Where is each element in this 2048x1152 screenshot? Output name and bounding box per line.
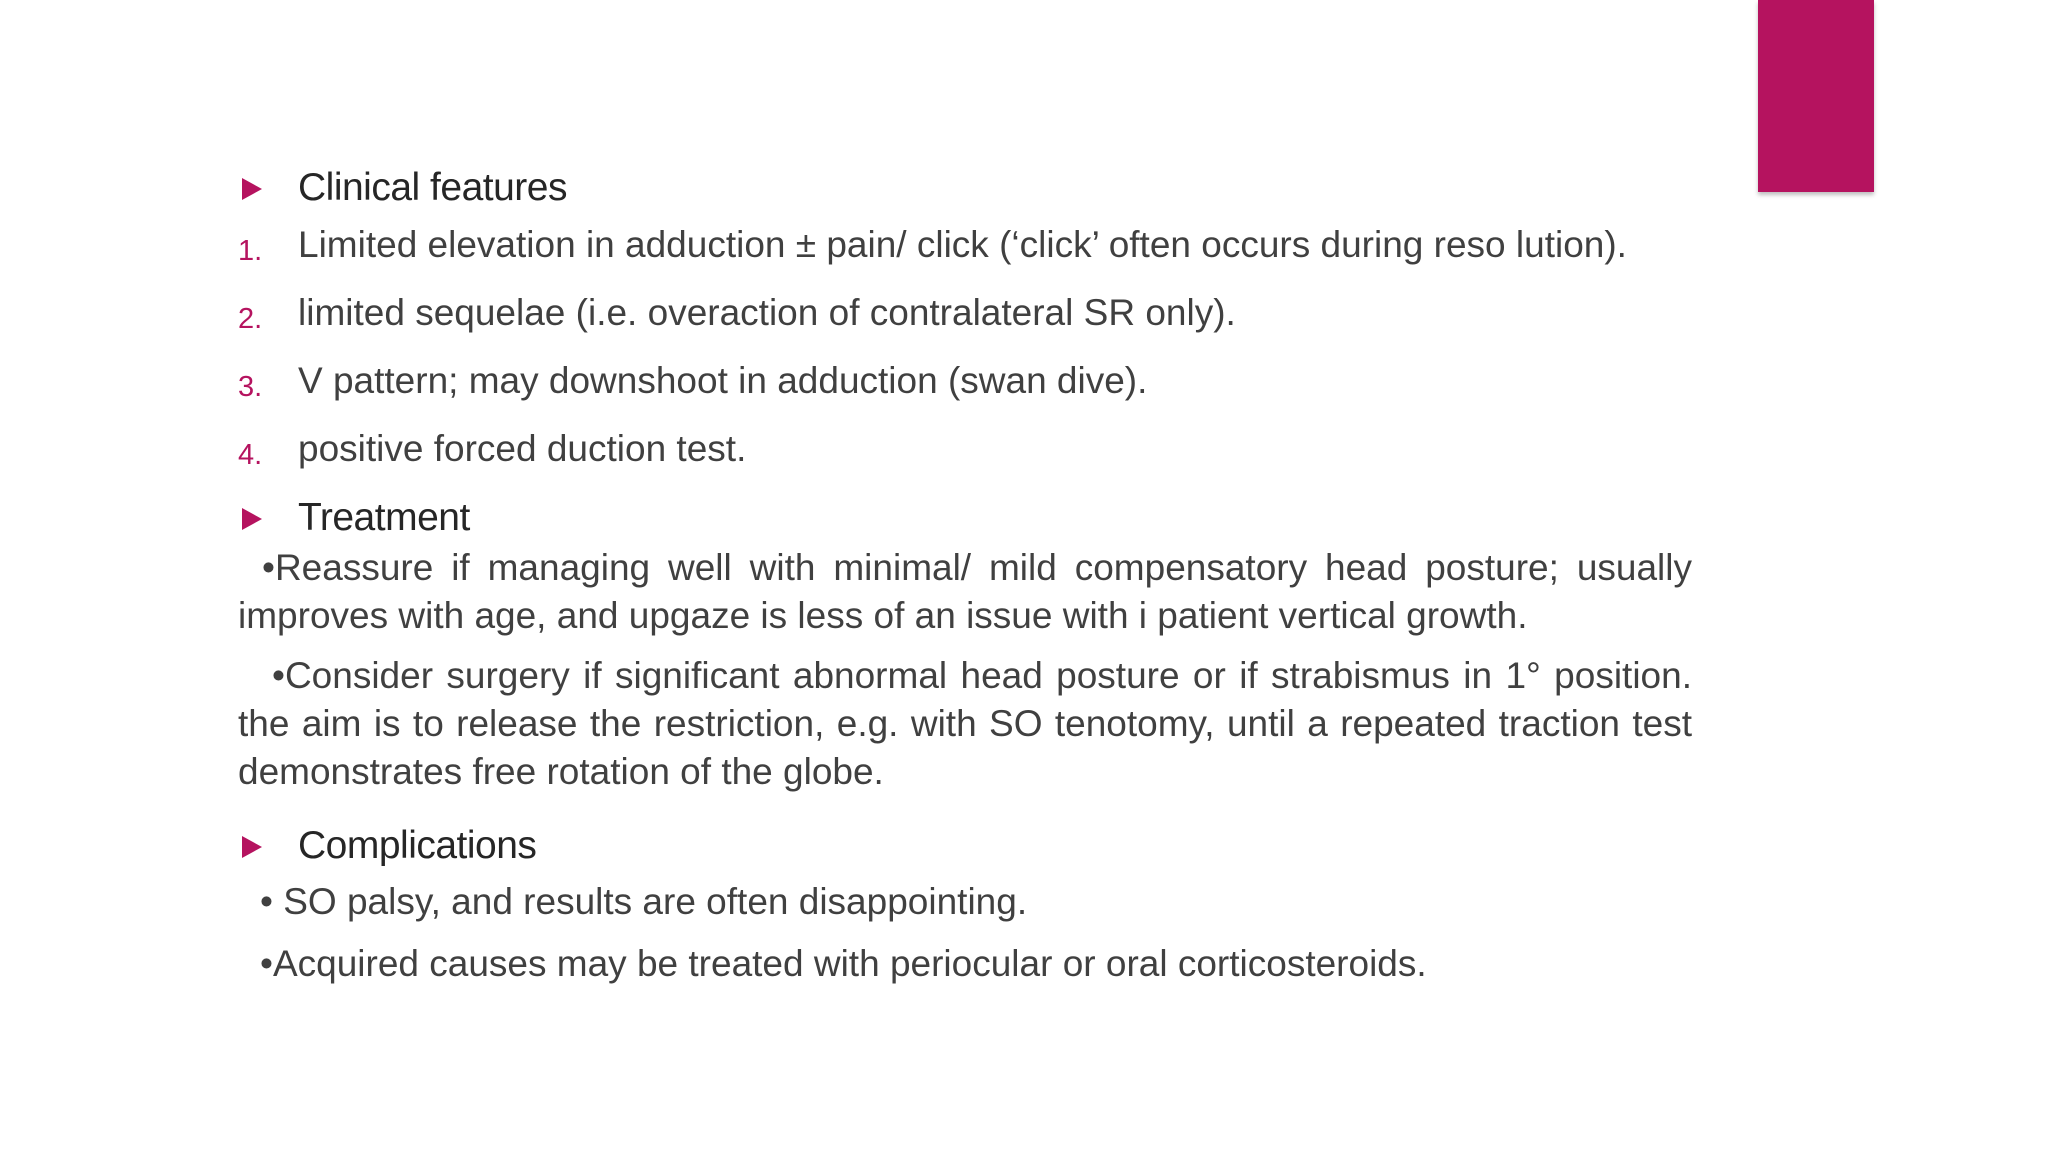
list-item-text: positive forced duction test. bbox=[298, 428, 747, 469]
triangle-bullet-icon bbox=[242, 508, 262, 530]
list-number: 1. bbox=[238, 235, 263, 267]
triangle-bullet-icon bbox=[242, 836, 262, 858]
clinical-features-list bbox=[238, 220, 1692, 474]
heading-text: Treatment bbox=[298, 496, 470, 539]
complications-paragraph: •Acquired causes may be treated with periocular or oral corticosteroids. bbox=[260, 943, 1427, 984]
list-item bbox=[238, 220, 1692, 270]
treatment-paragraph: •Consider surgery if significant abnormal head posture or if strabismus in 1° position. the aim is to release the restriction, e.g. with SO tenotomy, until a repeated traction test demonstrates free rotation of the globe. bbox=[238, 655, 1692, 792]
heading-text: Complications bbox=[298, 824, 537, 867]
list-number: 2. bbox=[238, 303, 263, 335]
heading-clinical-features bbox=[238, 162, 1692, 214]
list-item-text: Limited elevation in adduction ± pain/ click (‘click’ often occurs during reso lution). bbox=[298, 224, 1627, 265]
treatment-paragraph: •Reassure if managing well with minimal/ mild compensatory head posture; usually improves with age, and upgaze is less of an issue with i patient vertical growth. bbox=[238, 547, 1692, 636]
list-number: 4. bbox=[238, 439, 263, 471]
heading-treatment bbox=[238, 492, 1692, 544]
complications-paragraph: • SO palsy, and results are often disappointing. bbox=[260, 881, 1028, 922]
corner-accent-bar bbox=[1758, 0, 1874, 192]
list-item-text: limited sequelae (i.e. overaction of contralateral SR only). bbox=[298, 292, 1236, 333]
list-item-text: V pattern; may downshoot in adduction (swan dive). bbox=[298, 360, 1148, 401]
list-item bbox=[238, 356, 1692, 406]
triangle-bullet-icon bbox=[242, 178, 262, 200]
slide-content bbox=[238, 162, 1692, 1000]
list-item bbox=[238, 424, 1692, 474]
heading-complications bbox=[238, 820, 1692, 872]
list-number: 3. bbox=[238, 371, 263, 403]
list-item bbox=[238, 288, 1692, 338]
heading-text: Clinical features bbox=[298, 166, 567, 209]
